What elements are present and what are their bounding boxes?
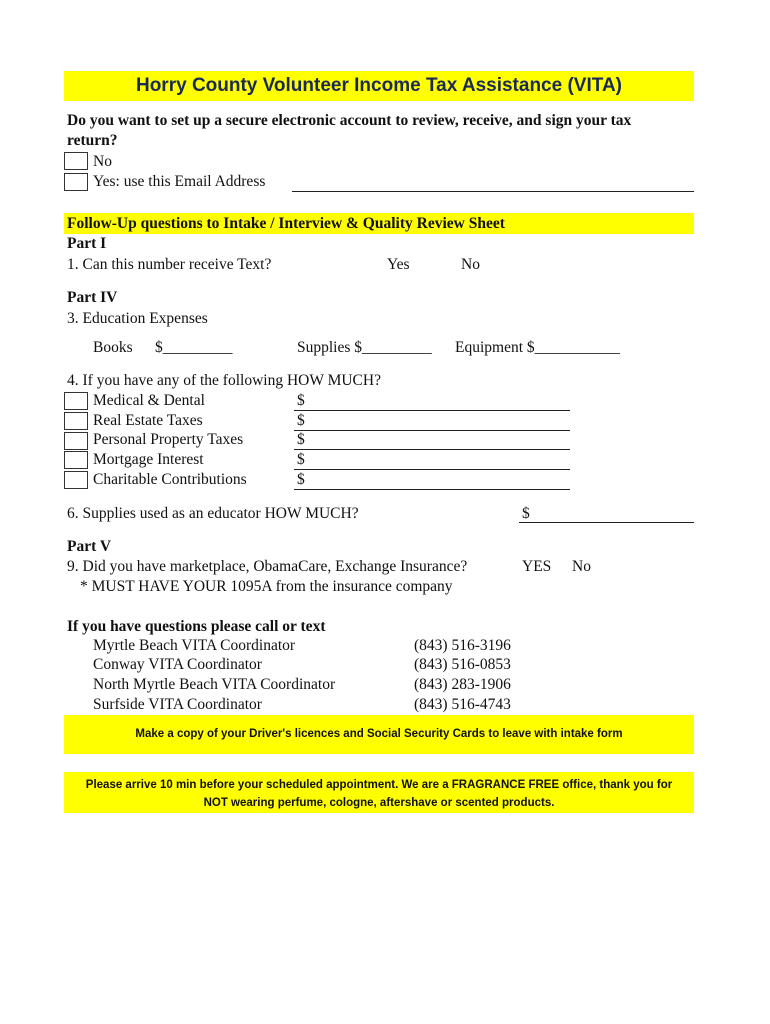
- part1-heading: Part I: [67, 235, 107, 252]
- contacts-heading: If you have questions please call or text: [67, 618, 326, 635]
- part5-heading: Part V: [67, 538, 112, 555]
- expense-label: Real Estate Taxes: [93, 412, 203, 429]
- coordinator-phone: (843) 516-3196: [414, 637, 511, 654]
- part4-heading: Part IV: [67, 289, 118, 306]
- account-yes-label: Yes: use this Email Address: [93, 173, 266, 190]
- coordinator-phone: (843) 283-1906: [414, 676, 511, 693]
- books-amount-field[interactable]: $_________: [155, 339, 233, 356]
- email-address-field[interactable]: [292, 191, 694, 192]
- coordinator-name: Conway VITA Coordinator: [93, 656, 262, 673]
- supplies-amount-field[interactable]: Supplies $_________: [297, 339, 432, 356]
- charitable-contributions-checkbox[interactable]: [64, 471, 88, 489]
- part4-q3: 3. Education Expenses: [67, 310, 208, 327]
- expense-label: Personal Property Taxes: [93, 431, 244, 448]
- expense-label: Mortgage Interest: [93, 451, 204, 468]
- arrival-notice-line2: NOT wearing perfume, cologne, aftershave or scented products.: [203, 797, 555, 809]
- personal-property-taxes-checkbox[interactable]: [64, 432, 88, 450]
- equipment-amount-field[interactable]: Equipment $___________: [455, 339, 620, 356]
- account-question-cont: return?: [67, 132, 118, 149]
- real-estate-taxes-amount-field[interactable]: [294, 430, 570, 431]
- copy-documents-text: Make a copy of your Driver's licences and Social Security Cards to leave with intake form: [135, 728, 623, 740]
- expense-label: Charitable Contributions: [93, 471, 247, 488]
- medical-dental-checkbox[interactable]: [64, 392, 88, 410]
- coordinator-name: North Myrtle Beach VITA Coordinator: [93, 676, 336, 693]
- coordinator-phone: (843) 516-0853: [414, 656, 511, 673]
- coordinator-phone: (843) 516-4743: [414, 696, 511, 713]
- educator-supplies-amount-field[interactable]: [519, 522, 694, 523]
- page-title-text: Horry County Volunteer Income Tax Assistance (VITA): [135, 75, 622, 96]
- arrival-notice: [64, 772, 694, 813]
- expense-dollar: $: [297, 431, 305, 448]
- expense-dollar: $: [297, 412, 305, 429]
- educator-dollar: $: [522, 505, 530, 522]
- account-question: Do you want to set up a secure electronic account to review, receive, and sign your tax: [67, 112, 632, 129]
- medical-dental-amount-field[interactable]: [294, 410, 570, 411]
- expense-dollar: $: [297, 451, 305, 468]
- part5-q9: 9. Did you have marketplace, ObamaCare, Exchange Insurance?: [67, 558, 468, 575]
- real-estate-taxes-checkbox[interactable]: [64, 412, 88, 430]
- arrival-notice-line1: Please arrive 10 min before your scheduled appointment. We are a FRAGRANCE FREE office, thank you for: [85, 779, 673, 791]
- mortgage-interest-amount-field[interactable]: [294, 469, 570, 470]
- part5-note: * MUST HAVE YOUR 1095A from the insurance company: [80, 578, 453, 595]
- account-yes-checkbox[interactable]: [64, 173, 88, 191]
- followup-header-bar: [64, 213, 694, 234]
- expense-dollar: $: [297, 392, 305, 409]
- part1-yes-option[interactable]: Yes: [387, 256, 410, 273]
- expense-dollar: $: [297, 471, 305, 488]
- part5-yes-option[interactable]: YES: [522, 558, 552, 575]
- coordinator-name: Myrtle Beach VITA Coordinator: [93, 637, 296, 654]
- charitable-contributions-amount-field[interactable]: [294, 489, 570, 490]
- part1-no-option[interactable]: No: [461, 256, 480, 273]
- coordinator-name: Surfside VITA Coordinator: [93, 696, 262, 713]
- books-label: Books: [93, 339, 133, 356]
- page-title: [64, 71, 694, 101]
- mortgage-interest-checkbox[interactable]: [64, 451, 88, 469]
- account-no-checkbox[interactable]: [64, 152, 88, 170]
- personal-property-taxes-amount-field[interactable]: [294, 449, 570, 450]
- part1-q1: 1. Can this number receive Text?: [67, 256, 272, 273]
- part5-no-option[interactable]: No: [572, 558, 591, 575]
- part4-q4: 4. If you have any of the following HOW MUCH?: [67, 372, 381, 389]
- followup-header: Follow-Up questions to Intake / Interview & Quality Review Sheet: [67, 215, 505, 232]
- part4-q6: 6. Supplies used as an educator HOW MUCH?: [67, 505, 359, 522]
- expense-label: Medical & Dental: [93, 392, 205, 409]
- copy-documents-notice: [64, 715, 694, 754]
- account-no-label: No: [93, 153, 112, 170]
